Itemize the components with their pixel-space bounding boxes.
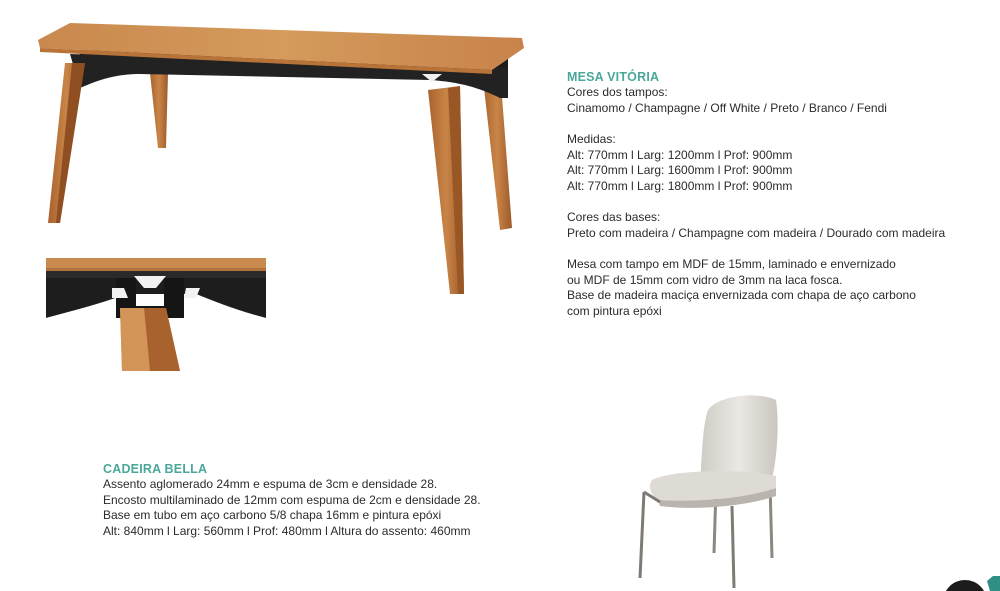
- mesa-medida-line: Alt: 770mm l Larg: 1600mm l Prof: 900mm: [567, 163, 793, 177]
- mesa-cores-bases: Preto com madeira / Champagne com madeira / Dourado com madeira: [567, 225, 946, 240]
- mesa-description-block: [567, 70, 997, 319]
- mesa-title: MESA VITÓRIA: [567, 70, 660, 84]
- mesa-medida-line: Alt: 770mm l Larg: 1800mm l Prof: 900mm: [567, 178, 793, 193]
- cadeira-descricao-line: Encosto multilaminado de 12mm com espuma de 2cm e densidade 28.: [103, 492, 481, 507]
- mesa-descricao-line: com pintura epóxi: [567, 303, 662, 318]
- mesa-medidas-label: Medidas:: [567, 132, 616, 146]
- cadeira-descricao-line: Assento aglomerado 24mm e espuma de 3cm e densidade 28.: [103, 477, 438, 491]
- mesa-descricao-line: Base de madeira maciça envernizada com chapa de aço carbono: [567, 288, 916, 302]
- mesa-descricao-line: Mesa com tampo em MDF de 15mm, laminado e envernizado: [567, 257, 896, 271]
- mesa-cores-tampos: Cinamomo / Champagne / Off White / Preto / Branco / Fendi: [567, 100, 887, 115]
- table-detail-image: [46, 258, 266, 371]
- chair-image: [630, 388, 790, 591]
- cadeira-descricao-line: Alt: 840mm l Larg: 560mm l Prof: 480mm l Altura do assento: 460mm: [103, 523, 471, 538]
- cadeira-title: CADEIRA BELLA: [103, 462, 208, 476]
- mesa-descricao-line: ou MDF de 15mm com vidro de 3mm na laca fosca.: [567, 272, 843, 287]
- corner-logo-mark: [935, 576, 1000, 591]
- cadeira-description-block: [103, 462, 543, 539]
- mesa-cores-tampos-label: Cores dos tampos:: [567, 85, 668, 99]
- mesa-cores-bases-label: Cores das bases:: [567, 210, 661, 224]
- cadeira-descricao-line: Base em tubo em aço carbono 5/8 chapa 16mm e pintura epóxi: [103, 508, 442, 522]
- mesa-medida-line: Alt: 770mm l Larg: 1200mm l Prof: 900mm: [567, 147, 793, 162]
- table-image: [30, 18, 530, 298]
